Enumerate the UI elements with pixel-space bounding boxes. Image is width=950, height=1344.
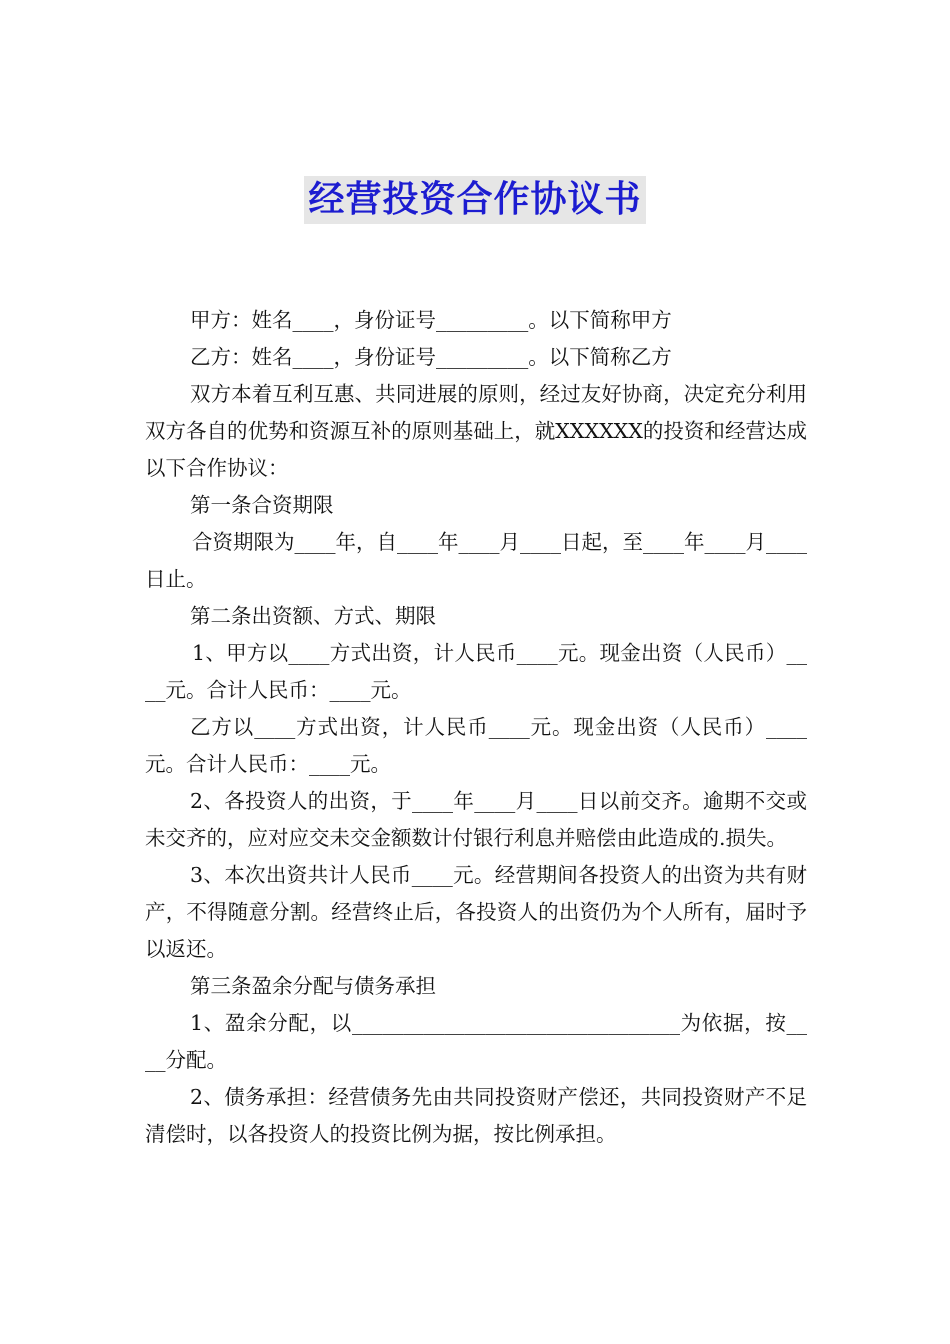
document-title: 经营投资合作协议书 [304,176,645,224]
title-container [0,176,950,224]
article-2-item-2: 2、各投资人的出资，于____年____月____日以前交齐。逾期不交或未交齐的，应对应交未交金额数计付银行利息并赔偿由此造成的.损失。 [145,789,807,850]
article-2-heading: 第二条出资额、方式、期限 [190,604,436,628]
article-3-item-2: 2、债务承担：经营债务先由共同投资财产偿还，共同投资财产不足清偿时，以各投资人的投资比例为据，按比例承担。 [145,1085,807,1146]
document-body [145,302,807,1153]
article-1-term: 合资期限为____年，自____年____月____日起，至____年____月____日止。 [145,530,807,591]
preamble-paragraph: 双方本着互利互惠、共同进展的原则，经过友好协商，决定充分利用双方各自的优势和资源互补的原则基础上，就XXXXXX的投资和经营达成以下合作协议： [145,382,807,480]
party-a-line: 甲方：姓名____，身份证号_________。以下简称甲方 [190,308,672,332]
article-2-item-3: 3、本次出资共计人民币____元。经营期间各投资人的出资为共有财产，不得随意分割。经营终止后，各投资人的出资仍为个人所有，届时予以返还。 [145,863,807,961]
article-1-heading: 第一条合资期限 [190,493,334,517]
article-2-party-b: 乙方以____方式出资，计人民币____元。现金出资（人民币）____元。合计人民币：____元。 [145,715,807,776]
article-2-item-1: 1、甲方以____方式出资，计人民币____元。现金出资（人民币）____元。合计人民币：____元。 [145,641,807,702]
article-3-item-1: 1、盈余分配，以________________________________为依据，按____分配。 [145,1011,807,1072]
party-b-line: 乙方：姓名____，身份证号_________。以下简称乙方 [190,345,672,369]
article-3-heading: 第三条盈余分配与债务承担 [190,974,436,998]
